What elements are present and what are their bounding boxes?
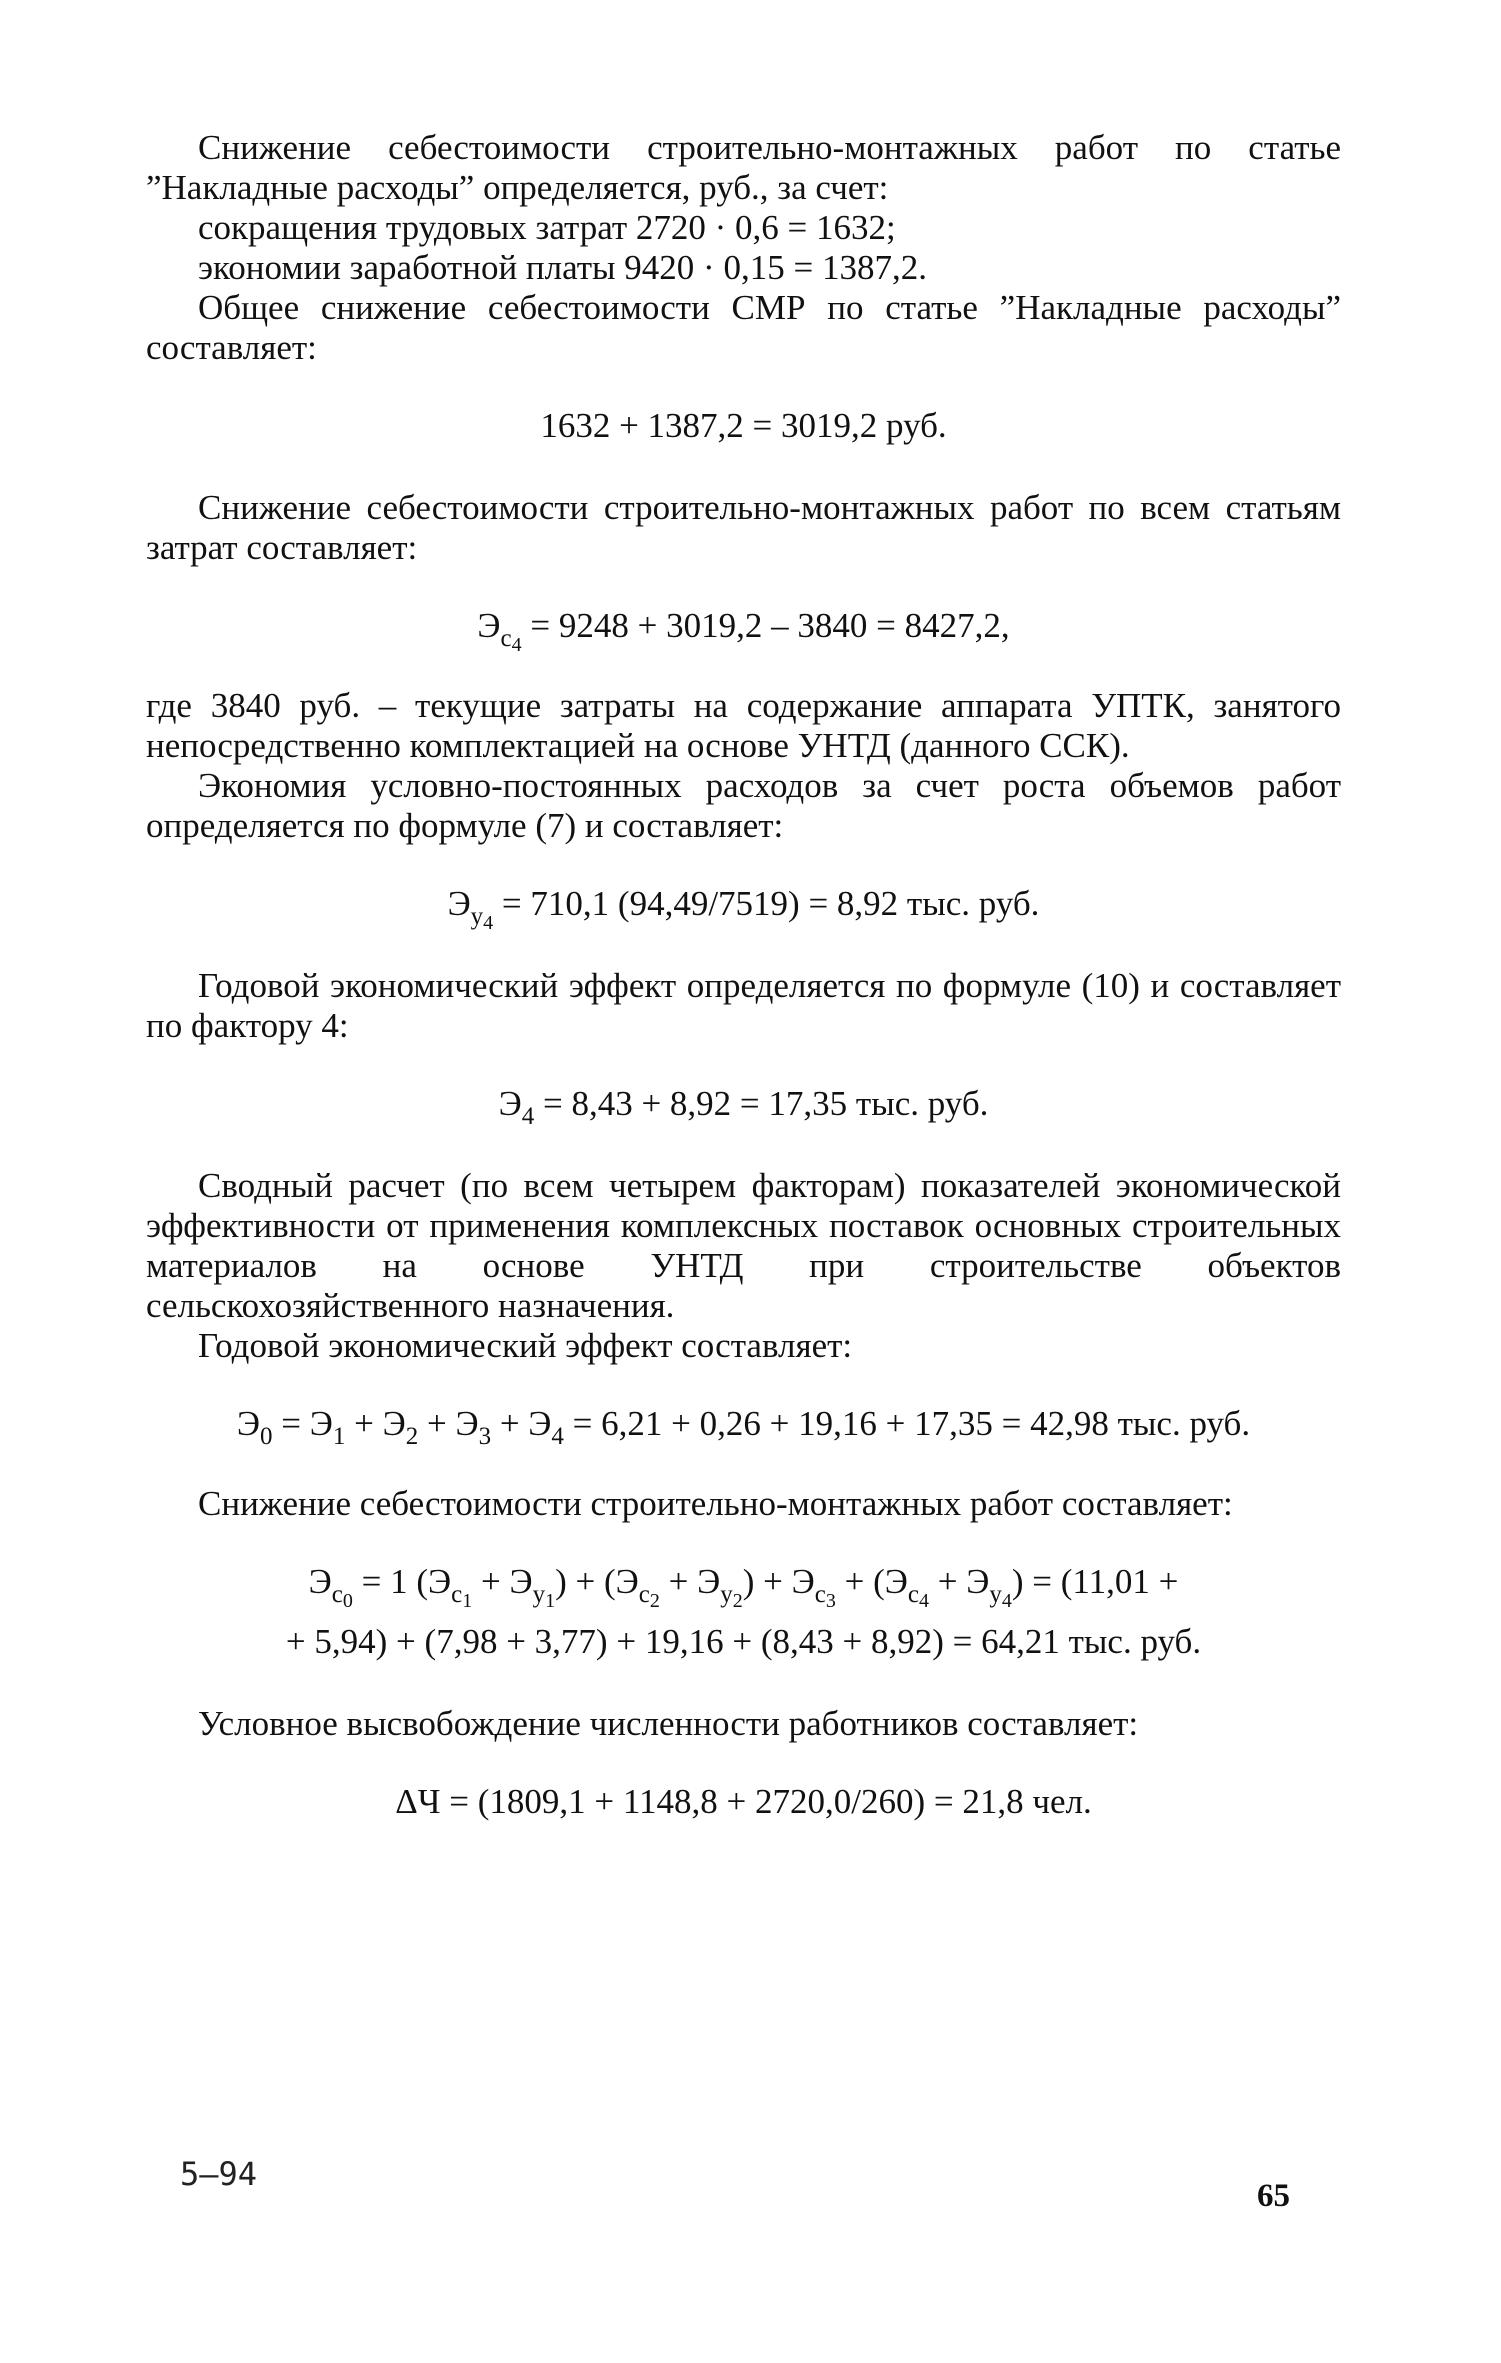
paragraph-fixed-costs-savings: Экономия условно-постоянных расходов за счет роста объемов работ определяется по формуле (7) и составляет: <box>146 766 1341 845</box>
item-labor-cost-reduction: сокращения трудовых затрат 2720 · 0,6 = 1632; <box>198 208 896 247</box>
item-wage-savings: экономии заработной платы 9420 · 0,15 = 1387,2. <box>198 248 927 287</box>
equation-cost-reduction-factor4: $Э_{с_4} = 9248 + 3019,2 - 3840 = 8427,2$, <box>477 606 1010 656</box>
paragraph-uptk-costs: где 3840 руб. – текущие затраты на содержание аппарата УПТК, занятого непосредственно комплектацией на основе УНТД (данного ССК). <box>146 686 1341 765</box>
footer-signature-mark: 5–94 <box>180 2155 258 2193</box>
paragraph-cost-reduction-total-intro: Снижение себестоимости строительно-монтажных работ составляет: <box>198 1484 1233 1523</box>
equation-headcount-release: ΔЧ = (1809,1 + 1148,8 + 2720,0/260) = 21,8 чел. <box>395 1782 1092 1821</box>
equation-cost-reduction-total-continued: + 5,94) + (7,98 + 3,77) + 19,16 + (8,43 + 8,92) = 64,21 тыс. руб. <box>285 1622 1202 1661</box>
page-number: 65 <box>1257 2178 1290 2214</box>
equation-cost-reduction-total: $Э_{с_0} = 1$ $(Э_{с_1} + Э_{у_1}) + (Э_{с_2} + Э_{у_2}) + Э_{с_3} + (Э_{с_4} + Э_{у_4}) = (11,01$ + <box>308 1562 1179 1612</box>
paragraph-annual-effect-total-intro: Годовой экономический эффект составляет: <box>198 1326 853 1365</box>
paragraph-annual-effect-factor4: Годовой экономический эффект определяется по формуле (10) и составляет по фактору 4: <box>146 966 1341 1045</box>
equation-annual-effect-factor4: $Э_4 = 8,43 + 8,92 = 17,35$ тыс. руб. <box>498 1084 989 1130</box>
paragraph-cost-reduction-all-items: Снижение себестоимости строительно-монтажных работ по всем статьям затрат составляет: <box>146 488 1341 567</box>
equation-overhead-total: 1632 + 1387,2 = 3019,2 руб. <box>540 406 947 445</box>
equation-fixed-costs-factor4: $Э_{у_4} = 710,1$ (94,49/7519) = 8,92 тыс. руб. <box>447 884 1040 934</box>
paragraph-total-overhead-reduction: Общее снижение себестоимости СМР по статье ”Накладные расходы” составляет: <box>146 288 1341 367</box>
page-content <box>146 128 1341 1822</box>
equation-annual-effect-total: $Э_0 = Э_1 + Э_2 + Э_3 + Э_4 = 6,21 + 0,26 + 19,16 + 17,35 = 42,98$ тыс. руб. <box>236 1404 1251 1450</box>
paragraph-summary-calculation: Сводный расчет (по всем четырем факторам) показателей экономической эффективности от применения комплексных поставок основных строительных материалов на основе УНТД при строительстве объектов сельскохозяйственного назначения. <box>146 1166 1341 1325</box>
paragraph-headcount-release-intro: Условное высвобождение численности работников составляет: <box>198 1704 1139 1743</box>
paragraph-overhead-reduction: Снижение себестоимости строительно-монтажных работ по статье ”Накладные расходы” определяется, руб., за счет: <box>146 128 1341 207</box>
